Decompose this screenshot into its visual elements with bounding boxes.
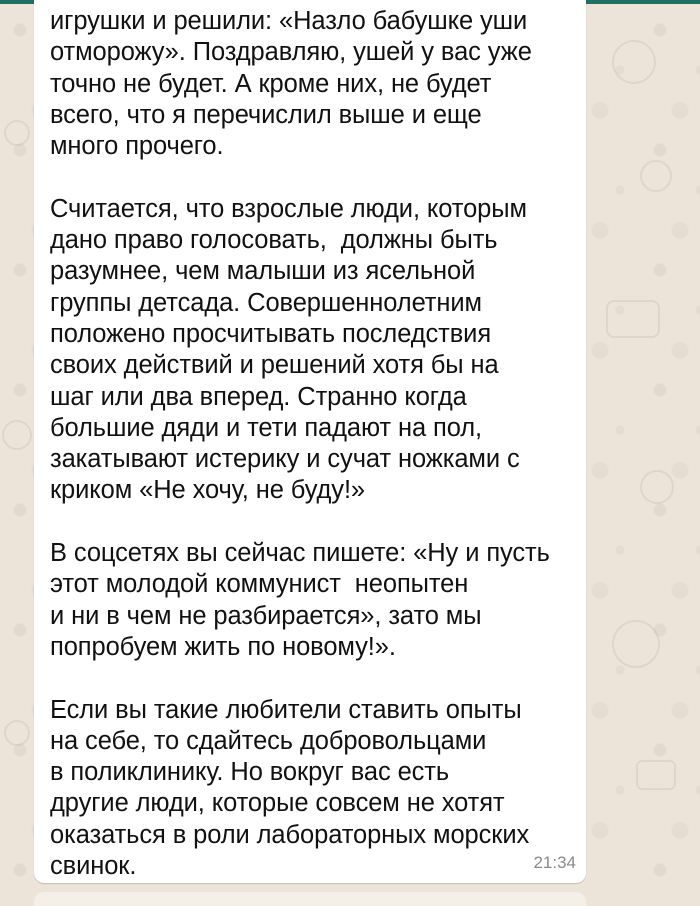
wallpaper-doodle: [640, 470, 674, 504]
message-bubble[interactable]: [34, 0, 586, 883]
wallpaper-doodle: [636, 760, 676, 790]
wallpaper-doodle: [612, 40, 656, 84]
wallpaper-doodle: [640, 160, 672, 192]
wallpaper-doodle: [4, 720, 30, 746]
wallpaper-doodle: [606, 300, 660, 338]
wallpaper-doodle: [2, 420, 32, 450]
message-text: игрушки и решили: «Назло бабушке уши отморожу». Поздравляю, ушей у вас уже точно не будет. А кроме них, не будет всего, что я перечислил выше и еще много прочего. Считается, что взрослые люди, которым дано право голосовать, должны быть разумнее, чем малыши из ясельной группы детсада. Совершеннолетним положено просчитывать последствия своих действий и решений хотя бы на шаг или два вперед. Странно когда большие дяди и тети падают на пол, закатывают истерику и сучат ножками с криком «Не хочу, не буду!» В соцсетях вы сейчас пишете: «Ну и пусть этот молодой коммунист неопытен и ни в чем не разбирается», зато мы попробуем жить по новому!». Если вы такие любители ставить опыты на себе, то сдайтесь добровольцами в поликлинику. Но вокруг вас есть другие люди, которые совсем не хотят оказаться в роли лабораторных морских свинок.: [50, 7, 550, 881]
message-timestamp: 21:34: [533, 853, 576, 872]
wallpaper-doodle: [4, 120, 30, 146]
next-message-edge: [34, 892, 586, 906]
wallpaper-doodle: [612, 620, 660, 668]
